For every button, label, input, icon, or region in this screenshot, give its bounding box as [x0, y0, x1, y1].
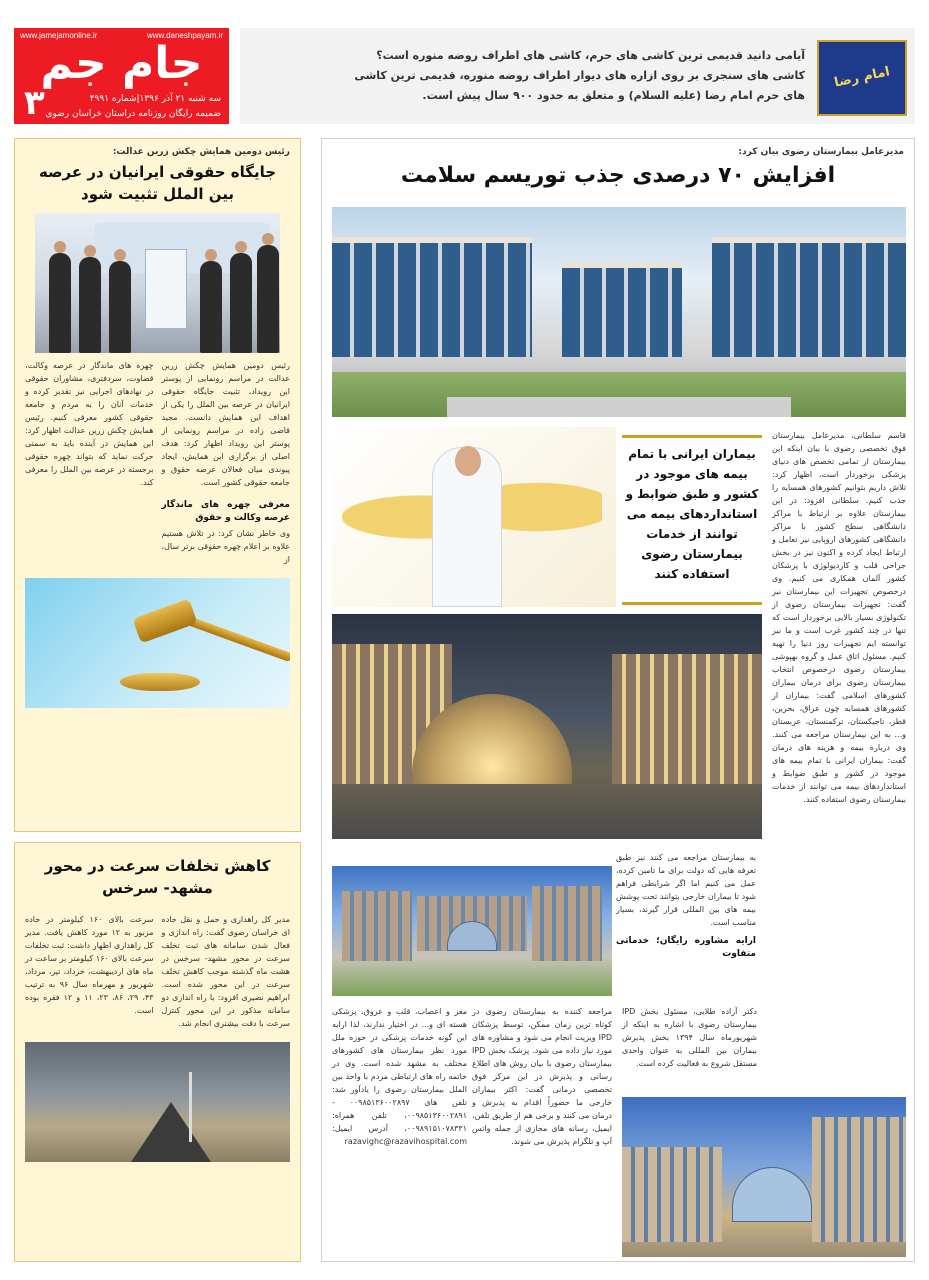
- did-you-know-bar: [240, 28, 915, 124]
- hospital-night-photo: [332, 614, 762, 839]
- article-column-mid: [616, 851, 756, 1001]
- doctor-figure: [432, 447, 502, 607]
- doctor-world-map-image: [332, 427, 616, 607]
- gavel-icon: [25, 578, 290, 708]
- supplement-line: ضمیمه رایگان روزنامه دراستان خراسان رضوی: [45, 109, 221, 119]
- did-you-know-text: [335, 46, 805, 106]
- article-column-right: قاسم سلطانی، مدیرعامل بیمارستان فوق تخصصی رضوی با بیان اینکه این بیمارستان از تمامی تخصص های دنیای پزشکی برخوردار است، اظهار کرد: تلاش داریم بتوانیم کشورهای همسایه را جذب کنیم. سلطانی افزود: در این بیمارستان علاوه بر ارتباط با مراکز دانشگاهی سطح کشور با مراکز دانشگاهی کشورهای اروپایی نیز تعامل و ارتباط ایجاد کرده و اکنون نیز در بخش جراحی قلب و کاردیولوژی با پزشکان کشور آلمان همکاری می کنیم. وی درخصوص تجهیزات این بیمارستان نیز گفت: تجهیزات بیمارستان رضوی از تکنولوژی بسیار بالایی برخوردار است که تنها در چند کشور غرب است و ما نیز توانسته ایم تجهیزات روز دنیا را تهیه کنیم. مسئول اتاق عمل و گروه بهپوشی بیمارستان رضوی درخصوص انتخاب بیمارستان رضوی برای درمان بیماران کشورهای اسلامی گفت: بیماران از کشورهای همسایه چون عراق، بحرین، قطر، تاجیکستان، ترکمنستان، عربستان و... به این بیمارستان مراجعه می کنند. وی درباره بیمه و هزینه های درمان گفت: بیماران ایرانی با تمام بیمه های موجود در کشور و طبق ضوابط و استانداردهای بیمه می توانند از خدمات بیمارستان رضوی استفاده کنند.: [772, 431, 906, 804]
- article-subhead: ارایه مشاوره رایگان؛ خدماتی متفاوت: [616, 936, 756, 959]
- article-speed-violations: [14, 842, 301, 1262]
- article-headline: افزایش ۷۰ درصدی جذب توریسم سلامت: [400, 163, 836, 188]
- poster-banner: [145, 249, 187, 329]
- article-golden-gavel: [14, 138, 301, 832]
- article-column-left: چهره های ماندگار در عرصه وکالت، قضاوت، سردفتری، مشاوران حقوقی در نهادهای اجرایی نیز تقدیر کرده و خدمات آنان را به مردم و جامعه حقوقی کشور معرفی کنیم. رئیس همایش چکش زرین عدالت اظهار کرد: این همایش در آینده باید به سمتی حرکت نماید که بتواند چهره حقوقی برجسته در عرصه بین الملل را معرفی کند.: [25, 361, 154, 487]
- article-column-right: رئیس دومین همایش چکش زرین عدالت در مراسم رونمایی از پوستر این رویداد، تثبیت جایگاه حقوقی ایرانیان در عرصه بین الملل را یکی از اهداف این همایش دانست. مجید قاضی زاده در مراسم رونمایی از پوستر این رویداد اظهار کرد: هدف اصلی از برگزاری این همایش، ایجاد پیوندی میان فعالان عرصه حقوق و جامعه حقوقی کشور است.: [161, 361, 290, 487]
- article-subhead-text: وی خاطر نشان کرد: در تلاش هستیم علاوه بر اعلام چهره حقوقی برتر سال، از: [161, 529, 290, 564]
- article-column-mid-text: به بیمارستان مراجعه می کنند نیز طبق تعرفه هایی که دولت برای ما تامین کرده، عمل می کنیم اما اگر شرایطی فراهم شود تا بیماران خارجی بتوانند تحت پوشش بیمه های بین المللی قرار گیرند، بسیار مناسب است.: [616, 853, 756, 927]
- hospital-aerial-photo: [332, 866, 612, 996]
- masthead: [14, 28, 229, 124]
- did-you-know-question: آیامی دانید قدیمی ترین کاشی های حرم، کاشی های اطراف روضه منوره است؟: [376, 49, 805, 62]
- badge-calligraphy: امام رضا: [832, 64, 892, 91]
- article-column-right: مدیر کل راهداری و حمل و نقل جاده ای خراسان رضوی گفت: راه اندازی و فعال شدن سامانه های ثبت تخلف سرعت در محور مشهد- سرخس در هشت ماه گذشته موجب کاهش تخلف سرعت در این محور شده است. ابراهیم نصیری افزود: با راه اندازی دو سامانه مذکور در این محور کنترل سرعت با دقت بیشتری انجام شد.: [161, 915, 290, 1028]
- article-health-tourism: [321, 138, 915, 1262]
- masthead-url-left[interactable]: www.jamejamonline.ir: [20, 31, 98, 40]
- article-kicker: رئیس دومین همایش چکش زرین عدالت:: [112, 147, 290, 157]
- highway-photo: [25, 1042, 290, 1162]
- article-column-low-right: دکتر آزاده طلایی، مسئول بخش IPD بیمارستان رضوی با اشاره به اینکه از شهریورماه سال ۱۳۹۴ بخش پذیرش بیماران بین المللی به عنوان واحدی مستقل شروع به فعالیت کرده است.: [622, 1007, 757, 1068]
- article-column-low-mid: مراجعه کننده به بیمارستان رضوی در کوتاه ترین زمان ممکن، توسط پزشکان IPD ویزیت انجام می شود و مشاوره های مورد نیاز داده می شود. پزشک بخش IPD بیمارستان رضوی با بیان روش های اطلاع رسانی و پذیرش در این مرکز فوق تخصصی درمانی گفت: اکثر بیماران خارجی ما حضوراً اقدام به پذیرش و درمان می کنند و برخی هم از طریق تلفن، ایمیل، رسانه های مجازی از جمله واتس آپ و تلگرام پذیرش می شوند.: [472, 1007, 612, 1146]
- did-you-know-answer: کاشی های سنجری بر روی ازاره های دیوار اطراف روضه منوره، قدیمی ترین کاشی های حرم امام رضا (علیه السلام) و متعلق به حدود ۹۰۰ سال پیش است.: [354, 69, 805, 102]
- newspaper-logo: جام جم: [40, 38, 203, 89]
- page-number: ۳: [24, 83, 45, 123]
- article-column-low-left: مغز و اعصاب، قلب و عروق، پزشکی هسته ای و... در اختیار ندارند، لذا ارایه این گونه خدمات پزشکی در حوزه ملل مورد نظر بیمارستان های کشورهای مختلف به مشهد شده است. وی در خاتمه راه های ارتباطی مردم با واحد بین الملل بیمارستان رضوی را یادآور شد: تلفن های ۰۰۹۸۵۱۳۶۰۰۲۸۹۷ - ۰۰۹۸۵۱۳۶۰۰۲۸۹۱، تلفن همراه: ۰۰۹۸۹۱۵۱۰۷۸۳۳۱، آدرس ایمیل: razavighc@razavihospital.com: [332, 1007, 467, 1146]
- article-headline: جایگاه حقوقی ایرانیان در عرصه بین الملل تثبیت شود: [38, 163, 277, 203]
- ceremony-photo: [35, 213, 280, 353]
- pull-quote: بیماران ایرانی با تمام بیمه های موجود در کشور و طبق ضوابط و استانداردهای بیمه می توانند از خدمات بیمارستان رضوی استفاده کنند: [622, 435, 762, 605]
- masthead-url-right[interactable]: www.daneshpayam.ir: [146, 31, 223, 40]
- imam-reza-badge-icon: [817, 40, 907, 116]
- issue-line: سه شنبه ۲۱ آذر ۱۳۹۶|شماره ۴۹۹۱: [89, 94, 221, 104]
- hospital-facade-photo: [332, 207, 906, 417]
- hospital-entrance-photo: [622, 1097, 906, 1257]
- article-column-left: سرعت بالای ۱۶۰ کیلومتر در جاده مزبور به ۱۲ مورد کاهش یافت. مدیر کل راهداری اظهار داشت: ثبت تخلفات سرعت بالای ۱۶۰ کیلومتر بر ساعت در ماه های اردیبهشت، خرداد، تیر، مرداد، شهریور و مهرماه سال ۹۶ به ترتیب ۴۳، ۲۹، ۸۶، ۲۳، ۱۱ و ۱۲ فقره بوده است.: [25, 915, 154, 1015]
- article-subhead: معرفی چهره های ماندگار عرصه وکالت و حقوق: [161, 500, 290, 523]
- article-headline: کاهش تخلفات سرعت در محور مشهد- سرخس: [44, 857, 271, 897]
- article-kicker: مدیرعامل بیمارستان رضوی بیان کرد:: [738, 147, 904, 157]
